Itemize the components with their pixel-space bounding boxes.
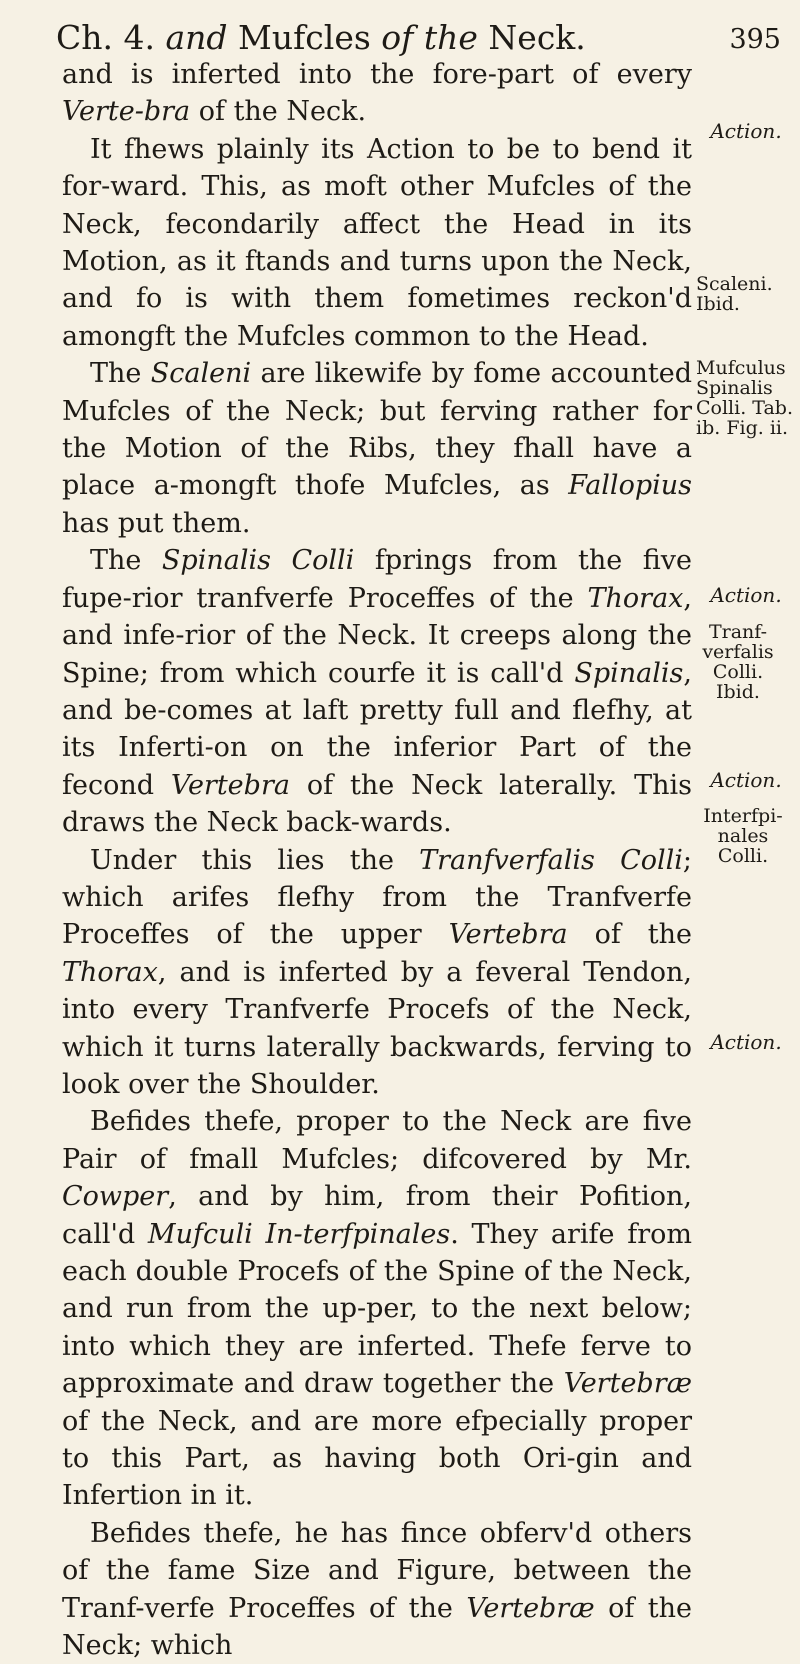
text-run: , and by him, from their Pofition, call'd (62, 1181, 692, 1250)
margin-note-action: Action. (710, 768, 782, 792)
italic-term: Vertebra (170, 769, 290, 801)
text-run: , and infe-rior of the Neck. It creeps along the Spine; from which courfe it is call'd (62, 582, 692, 689)
margin-note-action: Action. (710, 1030, 782, 1054)
italic-term: Vertebræ (466, 1592, 595, 1624)
margin-note-interspinales: Interfpi-nales Colli. (703, 805, 783, 867)
italic-term: Scaleni (150, 358, 252, 390)
italic-term: Vertebra (448, 919, 568, 951)
italic-term: Mufculi In-terfpinales (147, 1218, 451, 1250)
margin-note-action: Action. (710, 583, 782, 607)
body-text (62, 56, 692, 1664)
italic-term: Thorax (587, 582, 684, 614)
paragraph (62, 131, 692, 355)
margin-note-action: Action. (710, 119, 782, 143)
margin-note-spinalis: Mufculus Spinalis Colli. Tab. ib. Fig. ii. (696, 357, 794, 439)
paragraph (62, 1515, 692, 1664)
italic-term: Verte-bra (62, 96, 191, 128)
title-and: and (165, 18, 228, 57)
text-run: , and be-comes at laft pretty full and flefhy, at its Inferti-on on the inferior Part of the fecond (62, 657, 692, 801)
paragraph (62, 1103, 692, 1514)
text-run: of the Neck; which (62, 1592, 692, 1662)
italic-term: Cowper (62, 1181, 169, 1213)
text-run: are likewife by fome accounted Mufcles of the Neck; but ferving rather for the Motion of the Ribs, they fhall have a place a-mongft thofe Mufcles, as (62, 358, 692, 502)
text-run: The (90, 545, 162, 577)
text-run: . They arife from each double Procefs of the Spine of the Neck, and run from the up-per, to the next below; into which they are inferted. Thefe ferve to approximate and draw together the (62, 1218, 692, 1400)
title-of-the: of the (381, 18, 478, 57)
italic-term: Vertebræ (563, 1368, 692, 1400)
text-run: Befides thefe, he has fince obferv'd others of the fame Size and Figure, between the Tranf-verfe Proceffes of the (62, 1517, 692, 1624)
text-run: Befides thefe, proper to the Neck are five Pair of fmall Mufcles; difcovered by Mr. (62, 1106, 692, 1175)
chapter-label: Ch. 4. (56, 18, 155, 57)
italic-term: Tranfverfalis Colli (419, 844, 683, 876)
title-muscles: Mufcles (238, 18, 371, 57)
running-title (56, 18, 586, 57)
page-number: 395 (729, 24, 781, 55)
text-run: It fhews plainly its Action to be to bend it for-ward. This, as moft other Mufcles of the Neck, fecondarily affect the Head in its Motion, as it ftands and turns upon the Neck, and fo is with them fometimes reckon'd amongft the Mufcles common to the Head. (62, 133, 692, 352)
text-run: Under this lies the (90, 844, 420, 876)
title-neck: Neck. (488, 18, 586, 57)
text-run: The (90, 358, 151, 390)
paragraph (62, 355, 692, 542)
text-run: of the Neck, and are more efpecially proper to this Part, as having both Ori-gin and Infertion in it. (62, 1405, 692, 1512)
margin-note-transversalis: Tranf-verfalis Colli. Ibid. (702, 621, 774, 703)
italic-term: Thorax (62, 956, 158, 988)
margin-note-scaleni: Scaleni. Ibid. (696, 273, 773, 315)
italic-term: Fallopius (568, 470, 692, 502)
italic-term: Spinalis (574, 657, 684, 689)
italic-term: Spinalis Colli (161, 545, 355, 577)
text-run: of the (567, 919, 692, 951)
text-run: , and is inferted by a feveral Tendon, into every Tranfverfe Procefs of the Neck, which it turns laterally backwards, ferving to look over the Shoulder. (62, 956, 692, 1100)
text-run: fprings from the five fupe-rior tranfverfe Proceffes of the (62, 545, 692, 614)
text-run: of the Neck laterally. This draws the Neck back-wards. (62, 769, 692, 839)
text-run: and is inferted into the fore-part of every (62, 59, 692, 90)
paragraph (62, 56, 692, 131)
paragraph (62, 842, 692, 1104)
text-run: of the Neck. (190, 96, 367, 128)
text-run: has put them. (62, 507, 251, 539)
paragraph (62, 542, 692, 841)
text-run: ; which arifes flefhy from the Tranfverfe Proceffes of the upper (62, 844, 692, 951)
